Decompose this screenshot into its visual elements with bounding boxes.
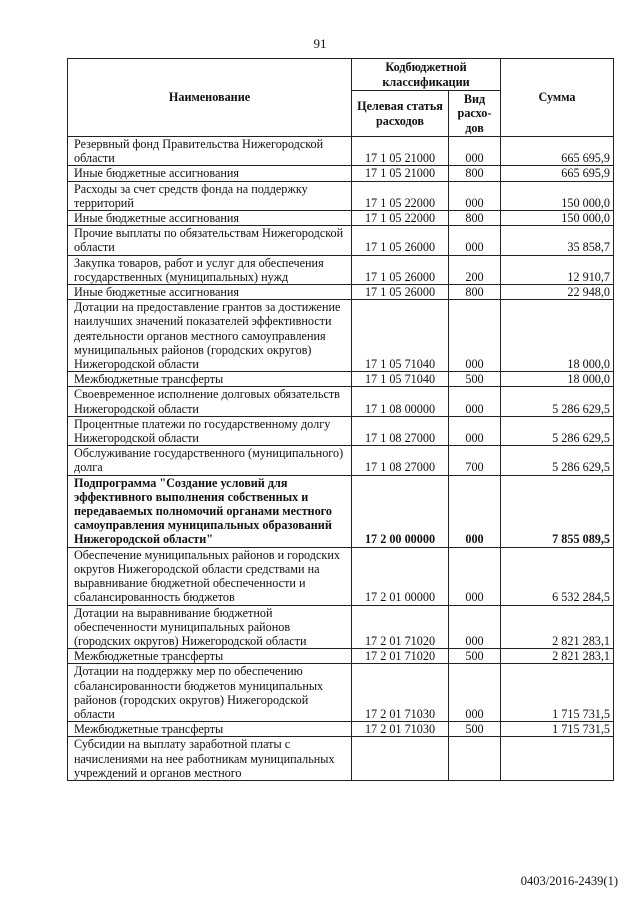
table-header — [68, 59, 614, 137]
row-name: Резервный фонд Правительства Нижегородской области — [68, 137, 352, 166]
row-sum: 1 715 731,5 — [501, 664, 614, 722]
row-name: Иные бюджетные ассигнования — [68, 166, 352, 181]
row-expense-kind: 500 — [449, 722, 501, 737]
row-sum: 7 855 089,5 — [501, 475, 614, 547]
row-expense-kind: 000 — [449, 137, 501, 166]
row-sum: 150 000,0 — [501, 181, 614, 210]
table-row — [68, 416, 614, 445]
row-name: Субсидии на выплату заработной платы с начислениями на нее работникам муниципальных учреждений и органов местного — [68, 737, 352, 781]
row-expense-kind: 000 — [449, 605, 501, 649]
row-target-code: 17 1 08 00000 — [352, 387, 449, 416]
row-target-code: 17 1 08 27000 — [352, 446, 449, 475]
table-row — [68, 722, 614, 737]
row-expense-kind: 000 — [449, 416, 501, 445]
row-expense-kind: 200 — [449, 255, 501, 284]
row-target-code: 17 2 01 00000 — [352, 547, 449, 605]
row-name: Иные бюджетные ассигнования — [68, 211, 352, 226]
row-name: Дотации на поддержку мер по обеспечению сбалансированности бюджетов муниципальных районов (городских округов) Нижегородской области — [68, 664, 352, 722]
row-name: Иные бюджетные ассигнования — [68, 285, 352, 300]
table-row — [68, 211, 614, 226]
row-target-code: 17 1 05 22000 — [352, 181, 449, 210]
row-name: Расходы за счет средств фонда на поддержку территорий — [68, 181, 352, 210]
table-row — [68, 605, 614, 649]
row-target-code: 17 2 01 71020 — [352, 649, 449, 664]
row-expense-kind: 800 — [449, 166, 501, 181]
table-row — [68, 649, 614, 664]
row-target-code — [352, 737, 449, 781]
row-target-code: 17 1 08 27000 — [352, 416, 449, 445]
row-target-code: 17 2 00 00000 — [352, 475, 449, 547]
row-name: Прочие выплаты по обязательствам Нижегородской области — [68, 226, 352, 255]
row-expense-kind: 000 — [449, 664, 501, 722]
row-sum — [501, 737, 614, 781]
table-row — [68, 372, 614, 387]
row-target-code: 17 1 05 22000 — [352, 211, 449, 226]
row-name: Межбюджетные трансферты — [68, 649, 352, 664]
table-row — [68, 181, 614, 210]
row-sum: 1 715 731,5 — [501, 722, 614, 737]
table-row — [68, 475, 614, 547]
header-kind: Вид расхо-дов — [449, 91, 501, 137]
row-sum: 5 286 629,5 — [501, 446, 614, 475]
row-sum: 2 821 283,1 — [501, 649, 614, 664]
row-sum: 12 910,7 — [501, 255, 614, 284]
row-target-code: 17 2 01 71030 — [352, 664, 449, 722]
row-name: Своевременное исполнение долговых обязательств Нижегородской области — [68, 387, 352, 416]
page-number: 91 — [313, 36, 327, 51]
row-sum: 6 532 284,5 — [501, 547, 614, 605]
row-target-code: 17 1 05 71040 — [352, 372, 449, 387]
header-sum: Сумма — [501, 59, 614, 137]
table-row — [68, 446, 614, 475]
table-row — [68, 137, 614, 166]
row-target-code: 17 1 05 21000 — [352, 137, 449, 166]
row-expense-kind: 800 — [449, 211, 501, 226]
document-code: 0403/2016-2439(1) — [520, 874, 618, 888]
row-expense-kind: 500 — [449, 649, 501, 664]
row-name: Обеспечение муниципальных районов и городских округов Нижегородской области средствами на выравнивание бюджетной обеспеченности и сбалансированность бюджетов — [68, 547, 352, 605]
row-sum: 150 000,0 — [501, 211, 614, 226]
table-body — [68, 137, 614, 781]
row-name: Закупка товаров, работ и услуг для обеспечения государственных (муниципальных) нужд — [68, 255, 352, 284]
row-sum: 665 695,9 — [501, 166, 614, 181]
row-name: Подпрограмма "Создание условий для эффективного выполнения собственных и передаваемых полномочий органами местного самоуправления муниципальных образований Нижегородской области" — [68, 475, 352, 547]
row-target-code: 17 1 05 71040 — [352, 300, 449, 372]
row-expense-kind: 000 — [449, 387, 501, 416]
header-name: Наименование — [68, 59, 352, 137]
row-expense-kind: 000 — [449, 226, 501, 255]
row-expense-kind: 000 — [449, 475, 501, 547]
row-expense-kind — [449, 737, 501, 781]
header-code-group: Кодбюджетной классификации — [352, 59, 501, 91]
row-name: Процентные платежи по государственному долгу Нижегородской области — [68, 416, 352, 445]
table-row — [68, 737, 614, 781]
row-expense-kind: 000 — [449, 547, 501, 605]
row-sum: 22 948,0 — [501, 285, 614, 300]
row-expense-kind: 500 — [449, 372, 501, 387]
row-sum: 665 695,9 — [501, 137, 614, 166]
row-sum: 18 000,0 — [501, 372, 614, 387]
row-name: Дотации на выравнивание бюджетной обеспеченности муниципальных районов (городских округов) Нижегородской области — [68, 605, 352, 649]
row-target-code: 17 1 05 26000 — [352, 226, 449, 255]
row-target-code: 17 2 01 71030 — [352, 722, 449, 737]
table-row — [68, 285, 614, 300]
table-row — [68, 226, 614, 255]
row-name: Дотации на предоставление грантов за достижение наилучших значений показателей эффективности деятельности органов местного самоуправления муниципальных районов (городских округов) Нижегородской области — [68, 300, 352, 372]
row-sum: 2 821 283,1 — [501, 605, 614, 649]
row-target-code: 17 1 05 21000 — [352, 166, 449, 181]
row-expense-kind: 000 — [449, 181, 501, 210]
row-name: Обслуживание государственного (муниципального) долга — [68, 446, 352, 475]
row-expense-kind: 000 — [449, 300, 501, 372]
table-row — [68, 300, 614, 372]
row-name: Межбюджетные трансферты — [68, 372, 352, 387]
row-target-code: 17 1 05 26000 — [352, 255, 449, 284]
row-sum: 35 858,7 — [501, 226, 614, 255]
row-expense-kind: 800 — [449, 285, 501, 300]
row-target-code: 17 2 01 71020 — [352, 605, 449, 649]
row-sum: 5 286 629,5 — [501, 416, 614, 445]
row-target-code: 17 1 05 26000 — [352, 285, 449, 300]
row-name: Межбюджетные трансферты — [68, 722, 352, 737]
row-sum: 18 000,0 — [501, 300, 614, 372]
header-target: Целевая статья расходов — [352, 91, 449, 137]
table-row — [68, 387, 614, 416]
table-row — [68, 664, 614, 722]
budget-table — [67, 58, 614, 781]
table-row — [68, 166, 614, 181]
table-row — [68, 547, 614, 605]
row-expense-kind: 700 — [449, 446, 501, 475]
row-sum: 5 286 629,5 — [501, 387, 614, 416]
table-row — [68, 255, 614, 284]
